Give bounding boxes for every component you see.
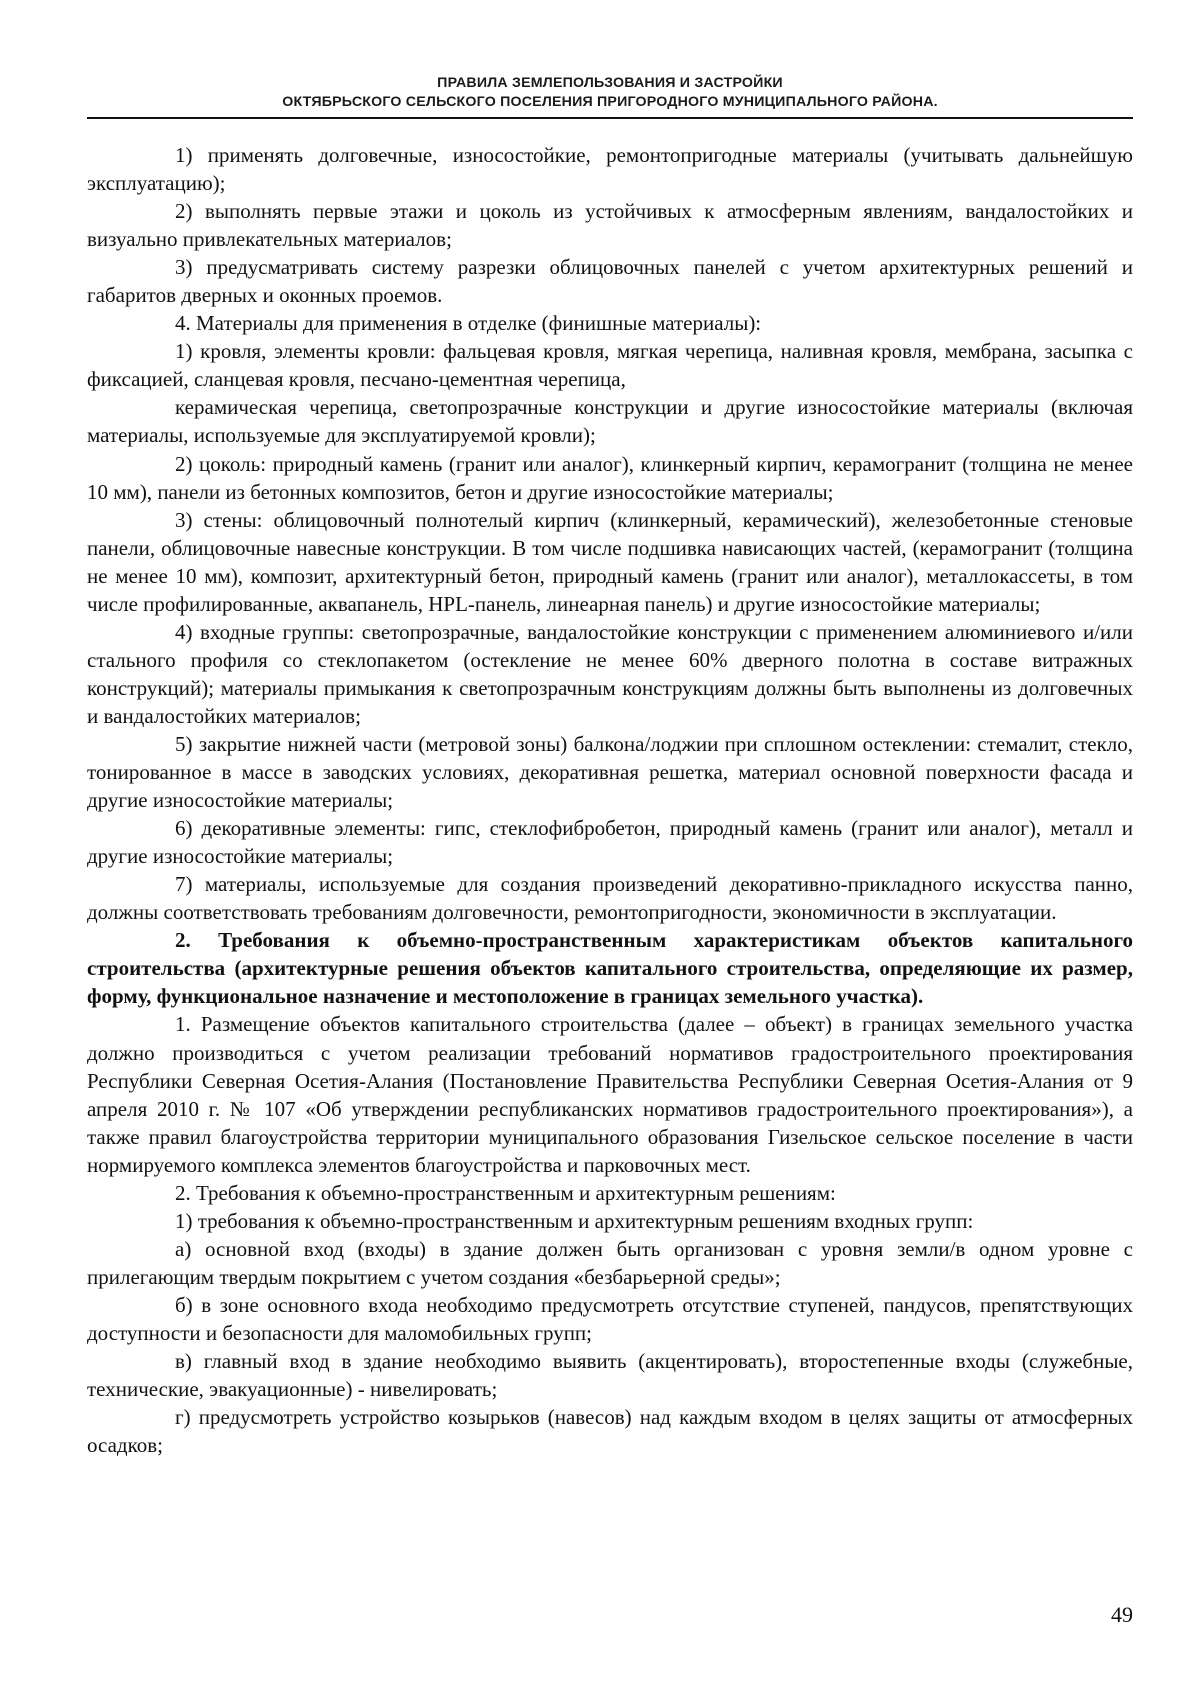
paragraph: 6) декоративные элементы: гипс, стеклофибробетон, природный камень (гранит или аналог), металл и другие износостойкие материалы; <box>87 816 1133 869</box>
paragraph: 3) стены: облицовочный полнотелый кирпич (клинкерный, керамический), железобетонные стеновые панели, облицовочные навесные конструкции. В том числе подшивка нависающих частей, (керамогранит (толщина не менее 10 мм), композит, архитектурный бетон, природный камень (гранит или аналог), металлокассеты, в том числе профилированные, аквапанель, HPL-панель, линеарная панель) и другие износостойкие материалы; <box>87 507 1133 616</box>
paragraph: в) главный вход в здание необходимо выявить (акцентировать), второстепенные входы (служебные, технические, эвакуационные) - нивелировать; <box>87 1349 1133 1402</box>
header-rule <box>87 117 1133 119</box>
paragraph: 2) цоколь: природный камень (гранит или аналог), клинкерный кирпич, керамогранит (толщина не менее 10 мм), панели из бетонных композитов, бетон и другие износостойкие материалы; <box>87 451 1133 504</box>
section-heading: 2. Требования к объемно-пространственным характеристикам объектов капитального строительства (архитектурные решения объектов капитального строительства, определяющие их размер, форму, функциональное назначение и местоположение в границах земельного участка). <box>87 928 1133 1009</box>
paragraph: 2) выполнять первые этажи и цоколь из устойчивых к атмосферным явлениям, вандалостойких и визуально привлекательных материалов; <box>87 199 1133 252</box>
paragraph: 7) материалы, используемые для создания произведений декоративно-прикладного искусства панно, должны соответствовать требованиям долговечности, ремонтопригодности, экономичности в эксплуатации. <box>87 872 1133 925</box>
paragraph: 3) предусматривать систему разрезки облицовочных панелей с учетом архитектурных решений и габаритов дверных и оконных проемов. <box>87 255 1133 308</box>
header-line-2: ОКТЯБРЬСКОГО СЕЛЬСКОГО ПОСЕЛЕНИЯ ПРИГОРОДНОГО МУНИЦИПАЛЬНОГО РАЙОНА. <box>282 94 938 110</box>
paragraph: керамическая черепица, светопрозрачные конструкции и другие износостойкие материалы (включая материалы, используемые для эксплуатируемой кровли); <box>87 395 1133 448</box>
paragraph: г) предусмотреть устройство козырьков (навесов) над каждым входом в целях защиты от атмосферных осадков; <box>87 1405 1133 1458</box>
header-line-1: ПРАВИЛА ЗЕМЛЕПОЛЬЗОВАНИЯ И ЗАСТРОЙКИ <box>437 75 783 91</box>
document-header <box>87 74 1133 112</box>
paragraph: 1) кровля, элементы кровли: фальцевая кровля, мягкая черепица, наливная кровля, мембрана, засыпка с фиксацией, сланцевая кровля, песчано-цементная черепица, <box>87 339 1133 392</box>
page-number: 49 <box>1111 1602 1133 1627</box>
paragraph: 1) требования к объемно-пространственным и архитектурным решениям входных групп: <box>175 1208 974 1233</box>
paragraph: 5) закрытие нижней части (метровой зоны) балкона/лоджии при сплошном остеклении: стемалит, стекло, тонированное в массе в заводских условиях, декоративная решетка, материал основной поверхности фасада и другие износостойкие материалы; <box>87 731 1133 813</box>
paragraph: 4) входные группы: светопрозрачные, вандалостойкие конструкции с применением алюминиевого и/или стального профиля со стеклопакетом (остекление не менее 60% дверного полотна в составе витражных конструкций); материалы примыкания к светопрозрачным конструкциям должны быть выполнены из долговечных и вандалостойких материалов; <box>87 619 1133 728</box>
page-body <box>87 141 1133 1459</box>
paragraph: 4. Материалы для применения в отделке (финишные материалы): <box>175 311 762 336</box>
paragraph: 1. Размещение объектов капитального строительства (далее – объект) в границах земельного участка должно производиться с учетом реализации требований нормативов градостроительного проектирования Республики Северная Осетия-Алания (Постановление Правительства Республики Северная Осетия-Алания от 9 апреля 2010 г. № 107 «Об утверждении республиканских нормативов градостроительного проектирования»), а также правил благоустройства территории муниципального образования Гизельское сельское поселение в части нормируемого комплекса элементов благоустройства и парковочных мест. <box>87 1012 1133 1177</box>
paragraph: а) основной вход (входы) в здание должен быть организован с уровня земли/в одном уровне с прилегающим твердым покрытием с учетом создания «безбарьерной среды»; <box>87 1236 1133 1289</box>
paragraph: б) в зоне основного входа необходимо предусмотреть отсутствие ступеней, пандусов, препятствующих доступности и безопасности для маломобильных групп; <box>87 1292 1133 1345</box>
paragraph: 2. Требования к объемно-пространственным и архитектурным решениям: <box>175 1180 836 1205</box>
paragraph: 1) применять долговечные, износостойкие, ремонтопригодные материалы (учитывать дальнейшую эксплуатацию); <box>87 143 1133 196</box>
